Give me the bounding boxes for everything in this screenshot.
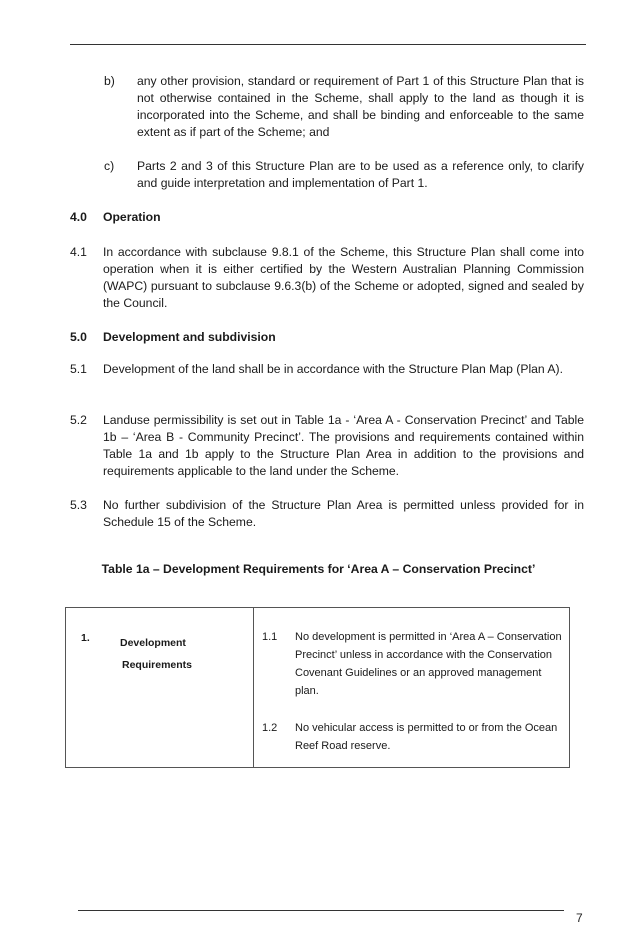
clause-text: Landuse permissibility is set out in Table 1a - ‘Area A - Conservation Precinct’ and Table 1b – ‘Area B - Community Precinct’. The provisions and requirements contained within Table 1a and 1b apply to the Structure Plan Area in addition to the provisions and requirements applicable to the land under the Scheme. xyxy=(103,413,584,478)
table-row-heading-line1: Development xyxy=(120,637,186,649)
clause-number: 4.1 xyxy=(70,245,87,259)
table-row-number: 1. xyxy=(81,632,90,644)
clause-5-1 xyxy=(70,361,584,378)
clause-5-3 xyxy=(70,497,584,531)
clause-number: 5.3 xyxy=(70,498,87,512)
section-number: 5.0 xyxy=(70,330,87,344)
requirement-text: No development is permitted in ‘Area A – Conservation Precinct’ unless in accordance with the Conservation Covenant Guidelines or an approved management plan. xyxy=(295,631,562,697)
list-item-b xyxy=(104,73,584,141)
table-column-divider xyxy=(253,608,254,767)
page-number: 7 xyxy=(576,911,583,925)
section-title: Development and subdivision xyxy=(103,330,276,344)
list-item-text: any other provision, standard or requirement of Part 1 of this Structure Plan that is not otherwise contained in the Scheme, shall apply to the land as though it is incorporated into the Scheme, and shall be binding and enforceable to the same extent as if part of the Scheme; and xyxy=(137,74,584,139)
clause-text: Development of the land shall be in accordance with the Structure Plan Map (Plan A). xyxy=(103,362,563,376)
footer-rule xyxy=(78,910,564,911)
header-rule xyxy=(70,44,586,45)
section-number: 4.0 xyxy=(70,210,87,224)
clause-text: In accordance with subclause 9.8.1 of the Scheme, this Structure Plan shall come into operation when it is either certified by the Western Australian Planning Commission (WAPC) pursuant to subclause 9.6.3(b) of the Scheme or adopted, signed and sealed by the Council. xyxy=(103,245,584,310)
clause-4-1 xyxy=(70,244,584,312)
clause-number: 5.1 xyxy=(70,362,87,376)
requirement-number: 1.1 xyxy=(262,631,278,643)
table-row-heading-line2: Requirements xyxy=(122,659,193,671)
list-item-label: c) xyxy=(104,159,115,173)
requirement-text: No vehicular access is permitted to or from the Ocean Reef Road reserve. xyxy=(295,722,558,752)
list-item-label: b) xyxy=(104,74,115,88)
section-title: Operation xyxy=(103,210,161,224)
list-item-c xyxy=(104,158,584,192)
section-heading-development xyxy=(70,330,276,344)
table-row-heading xyxy=(120,632,220,676)
requirement-number: 1.2 xyxy=(262,722,278,734)
clause-number: 5.2 xyxy=(70,413,87,427)
requirement-1-1 xyxy=(262,628,562,700)
requirements-table xyxy=(65,607,570,768)
clause-text: No further subdivision of the Structure Plan Area is permitted unless provided for in Schedule 15 of the Scheme. xyxy=(103,498,584,529)
requirement-1-2 xyxy=(262,719,562,755)
list-item-text: Parts 2 and 3 of this Structure Plan are to be used as a reference only, to clarify and guide interpretation and implementation of Part 1. xyxy=(137,159,584,190)
section-heading-operation xyxy=(70,210,161,224)
table-title: Table 1a – Development Requirements for ‘Area A – Conservation Precinct’ xyxy=(101,562,536,576)
clause-5-2 xyxy=(70,412,584,480)
